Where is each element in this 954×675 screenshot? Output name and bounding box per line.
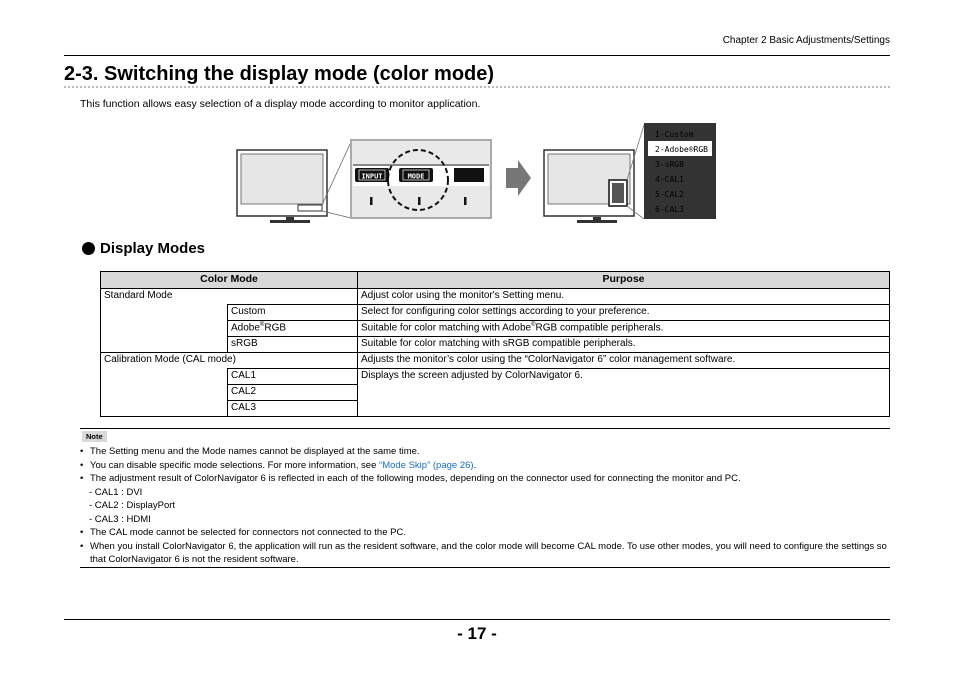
bullet-icon: • [80,527,84,538]
menu-item-custom: 1-Custom [655,130,694,139]
list-item [80,445,890,459]
list-item [80,459,890,473]
mode-cal: Calibration Mode (CAL mode) [101,353,358,369]
mode-button-label: MODE [407,172,425,181]
mode-srgb: sRGB [228,337,358,353]
note-list [80,445,890,567]
purpose-standard: Adjust color using the monitor's Setting menu. [358,289,890,305]
table-row [101,305,890,321]
purpose-adobergb [358,321,890,337]
purpose-custom: Select for configuring color settings according to your preference. [358,305,890,321]
menu-item-cal3: 6-CAL3 [655,205,684,214]
title-underline [64,86,890,88]
table-row [101,289,890,305]
mode-standard-spacer [101,305,228,353]
header-color-mode: Color Mode [101,272,358,289]
table-row [101,353,890,369]
input-button-label: INPUT [361,172,383,181]
note-text: When you install ColorNavigator 6, the application will run as the resident software, and the color mode will become CAL mode. To use other modes, you will need to configure the settings so that ColorNavigator 6 is not the resident software. [90,540,887,565]
menu-item-adobergb: 2-Adobe®RGB [655,145,708,154]
adobe-purpose-pre: Suitable for color matching with Adobe [361,322,532,334]
bullet-icon: • [80,459,84,471]
page-number: - 17 - [457,624,497,643]
page-title: 2-3. Switching the display mode (color mode) [64,63,495,85]
mode-cal3: CAL3 [228,401,358,417]
note-badge: Note [82,431,107,442]
button-panel-zoom [351,140,491,218]
bullet-disc-icon [82,242,95,255]
menu-item-srgb: 3-sRGB [655,160,684,169]
mode-cal1: CAL1 [228,369,358,385]
mode-standard: Standard Mode [101,289,358,305]
mode-skip-link[interactable]: “Mode Skip” (page 26) [379,459,474,471]
registered-mark: ® [531,322,536,328]
list-item [80,472,890,486]
color-mode-menu [644,123,716,219]
registered-mark: ® [259,322,265,328]
footer-rule [64,619,890,620]
header-rule [64,55,890,56]
note-text: The adjustment result of ColorNavigator 6 is reflected in each of the following modes, depending on the connector used for connecting the monitor and PC. [90,473,741,484]
purpose-cal-modes: Displays the screen adjusted by ColorNavigator 6. [358,369,890,417]
purpose-srgb: Suitable for color matching with sRGB compatible peripherals. [358,337,890,353]
bullet-icon: • [80,540,84,552]
intro-text: This function allows easy selection of a display mode according to monitor application. [80,98,481,110]
rgb-text: RGB [264,322,287,334]
sub-item: - CAL1 : DVI [89,486,143,498]
bullet-icon: • [80,446,84,457]
mode-cal-spacer [101,369,228,417]
table-header-row [101,272,890,289]
adobe-purpose-post: RGB compatible peripherals. [535,322,664,334]
mode-custom: Custom [228,305,358,321]
header-purpose: Purpose [358,272,890,289]
table-row [101,369,890,385]
menu-item-cal1: 4-CAL1 [655,175,684,184]
mode-switch-illustration [236,120,720,224]
section-heading [82,240,205,257]
display-modes-table [100,271,890,417]
list-item [80,526,890,540]
note-text: You can disable specific mode selections. For more information, see [90,459,380,471]
adobe-text: Adobe [231,322,260,334]
arrow-right-icon [506,160,531,196]
list-item [80,540,890,567]
monitor-menu-icon [544,125,644,223]
monitor-icon [237,150,327,223]
menu-item-cal2: 5-CAL2 [655,190,684,199]
note-text: The Setting menu and the Mode names cannot be displayed at the same time. [90,446,420,457]
sub-item: - CAL3 : HDMI [89,513,151,525]
mode-adobergb [228,321,358,337]
chapter-header: Chapter 2 Basic Adjustments/Settings [722,35,890,46]
bullet-icon: • [80,473,84,484]
sub-item: - CAL2 : DisplayPort [89,500,176,511]
note-bottom-rule [80,567,890,568]
section-title: Display Modes [100,240,206,257]
note-top-rule [80,428,890,429]
note-text: The CAL mode cannot be selected for connectors not connected to the PC. [90,527,406,538]
mode-cal2: CAL2 [228,385,358,401]
purpose-cal: Adjusts the monitor’s color using the “ColorNavigator 6” color management software. [358,353,890,369]
note-text: . [473,459,477,471]
